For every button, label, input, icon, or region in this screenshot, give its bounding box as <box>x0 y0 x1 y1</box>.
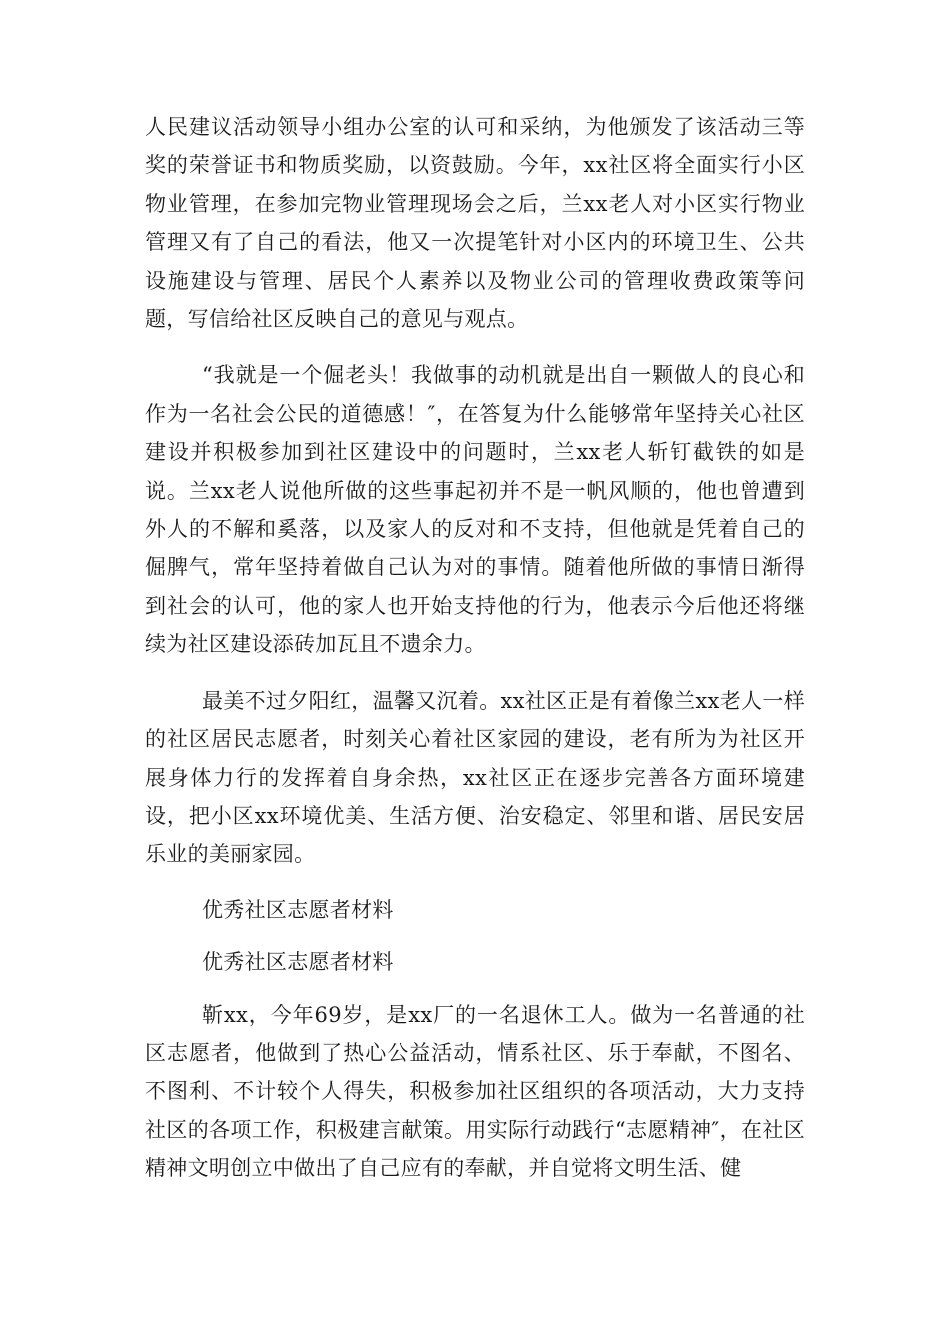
paragraph-4: 靳xx，今年69岁，是xx厂的一名退休工人。做为一名普通的社区志愿者，他做到了热心公益活动，情系社区、乐于奉献，不图名、不图利、不计较个人得失，积极参加社区组织的各项活动，大力支持社区的各项工作，积极建言献策。用实际行动践行“志愿精神″，在社区精神文明创立中做出了自己应有的奉献，并自觉将文明生活、健 <box>145 1002 805 1181</box>
document-page <box>145 108 805 1188</box>
section-heading-2: 优秀社区志愿者材料 <box>202 950 394 975</box>
paragraph-2: “我就是一个倔老头！我做事的动机就是出自一颗做人的良心和作为一名社会公民的道德感！″，在答复为什么能够常年坚持关心社区建设并积极参加到社区建设中的问题时，兰xx老人斩钉截铁的如是说。兰xx老人说他所做的这些事起初并不是一帆风顺的，他也曾遭到外人的不解和奚落，以及家人的反对和不支持，但他就是凭着自己的倔脾气，常年坚持着做自己认为对的事情。随着他所做的事情日渐得到社会的认可，他的家人也开始支持他的行为，他表示今后他还将继续为社区建设添砖加瓦且不遗余力。 <box>145 363 805 657</box>
section-heading-1: 优秀社区志愿者材料 <box>202 897 394 922</box>
paragraph-3: 最美不过夕阳红，温馨又沉着。xx社区正是有着像兰xx老人一样的社区居民志愿者，时刻关心着社区家园的建设，老有所为为社区开展身体力行的发挥着自身余热，xx社区正在逐步完善各方面环境建设，把小区xx环境优美、生活方便、治安稳定、邻里和谐、居民安居乐业的美丽家园。 <box>145 688 805 867</box>
paragraph-1: 人民建议活动领导小组办公室的认可和采纳，为他颁发了该活动三等奖的荣誉证书和物质奖励，以资鼓励。今年，xx社区将全面实行小区物业管理，在参加完物业管理现场会之后，兰xx老人对小区实行物业管理又有了自己的看法，他又一次提笔针对小区内的环境卫生、公共设施建设与管理、居民个人素养以及物业公司的管理收费政策等问题，写信给社区反映自己的意见与观点。 <box>145 115 805 332</box>
